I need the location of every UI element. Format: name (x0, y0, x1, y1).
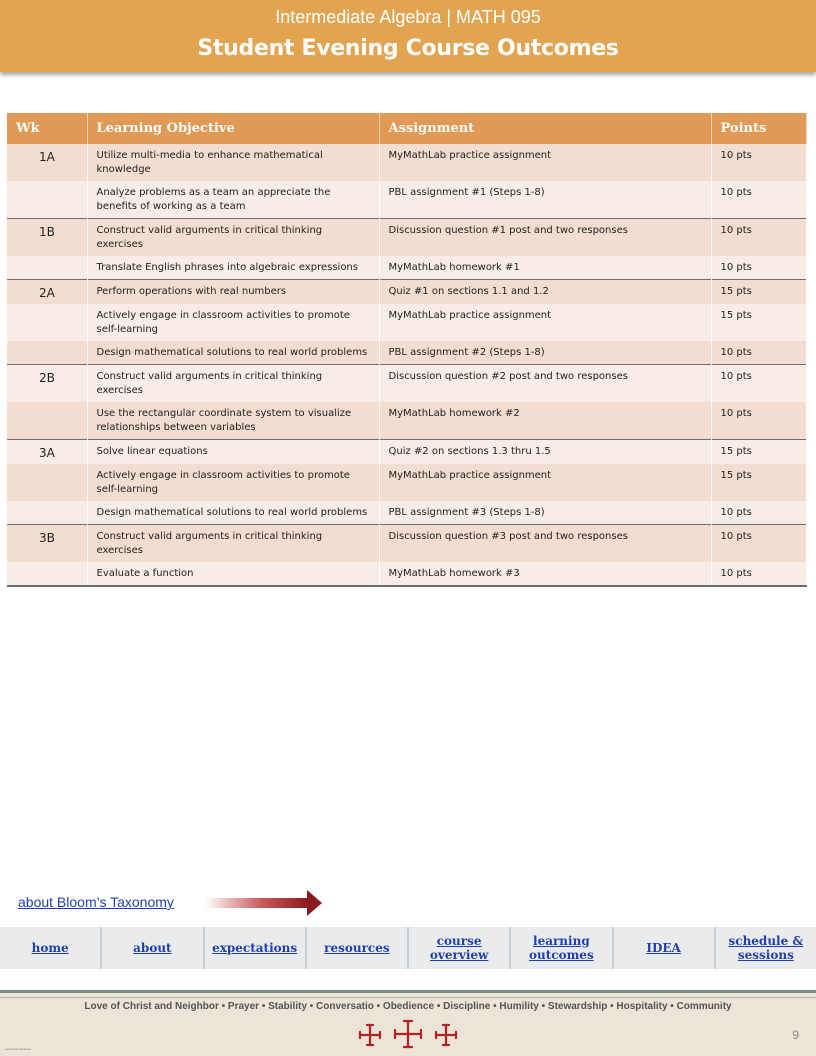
nav-expectations[interactable]: expectations (205, 927, 307, 969)
table-row (7, 365, 806, 403)
points-cell: 10 pts (711, 256, 806, 280)
objective-cell: Construct valid arguments in critical thinking exercises (87, 365, 379, 403)
objective-cell: Actively engage in classroom activities to promote self-learning (87, 464, 379, 501)
week-cell: 2A (7, 280, 87, 305)
blooms-taxonomy-link[interactable]: about Bloom’s Taxonomy (18, 894, 174, 910)
table-header-row (7, 113, 806, 144)
week-cell (7, 464, 87, 501)
assignment-cell: PBL assignment #2 (Steps 1-8) (379, 341, 711, 365)
points-cell: 10 pts (711, 341, 806, 365)
page-number: 9 (792, 1028, 799, 1042)
points-cell: 15 pts (711, 304, 806, 341)
nav-learning-outcomes[interactable]: learning outcomes (511, 927, 613, 969)
week-cell (7, 304, 87, 341)
page-title: Student Evening Course Outcomes (197, 36, 619, 61)
objective-cell: Construct valid arguments in critical thinking exercises (87, 219, 379, 257)
objective-cell: Analyze problems as a team an appreciate the benefits of working as a team (87, 181, 379, 219)
week-cell (7, 402, 87, 440)
points-cell: 15 pts (711, 440, 806, 465)
objective-cell: Design mathematical solutions to real world problems (87, 501, 379, 525)
objective-cell: Use the rectangular coordinate system to visualize relationships between variables (87, 402, 379, 440)
week-cell: 3B (7, 525, 87, 563)
nav-idea[interactable]: IDEA (614, 927, 716, 969)
objective-cell: Utilize multi-media to enhance mathematical knowledge (87, 144, 379, 181)
week-cell: 1A (7, 144, 87, 181)
table-row (7, 181, 806, 219)
table-row (7, 525, 806, 563)
table-row (7, 304, 806, 341)
column-header-assignment: Assignment (379, 113, 711, 144)
outcomes-table (7, 113, 807, 587)
points-cell: 10 pts (711, 365, 806, 403)
assignment-cell: Discussion question #3 post and two responses (379, 525, 711, 563)
nav-resources[interactable]: resources (307, 927, 409, 969)
column-header-objective: Learning Objective (87, 113, 379, 144)
week-cell: 2B (7, 365, 87, 403)
week-cell (7, 501, 87, 525)
points-cell: 10 pts (711, 181, 806, 219)
table-row (7, 464, 806, 501)
week-cell (7, 341, 87, 365)
objective-cell: Evaluate a function (87, 562, 379, 586)
column-header-wk: Wk (7, 113, 87, 144)
week-cell: 1B (7, 219, 87, 257)
assignment-cell: Quiz #2 on sections 1.3 thru 1.5 (379, 440, 711, 465)
assignment-cell: MyMathLab homework #1 (379, 256, 711, 280)
footer-divider (0, 990, 816, 998)
page-header (0, 0, 816, 72)
table-row (7, 256, 806, 280)
assignment-cell: MyMathLab practice assignment (379, 304, 711, 341)
table-row (7, 501, 806, 525)
week-cell (7, 181, 87, 219)
course-name: Intermediate Algebra | MATH 095 (275, 7, 541, 27)
week-cell (7, 562, 87, 586)
objective-cell: Design mathematical solutions to real world problems (87, 341, 379, 365)
table-row (7, 219, 806, 257)
objective-cell: Construct valid arguments in critical thinking exercises (87, 525, 379, 563)
assignment-cell: MyMathLab practice assignment (379, 464, 711, 501)
points-cell: 10 pts (711, 219, 806, 257)
week-cell: 3A (7, 440, 87, 465)
assignment-cell: Quiz #1 on sections 1.1 and 1.2 (379, 280, 711, 305)
footer-section-label: Learning Outcomes (5, 1047, 32, 1051)
points-cell: 10 pts (711, 562, 806, 586)
objective-cell: Solve linear equations (87, 440, 379, 465)
objective-cell: Perform operations with real numbers (87, 280, 379, 305)
table-row (7, 341, 806, 365)
nav-home[interactable]: home (0, 927, 102, 969)
objective-cell: Actively engage in classroom activities to promote self-learning (87, 304, 379, 341)
points-cell: 15 pts (711, 464, 806, 501)
assignment-cell: MyMathLab practice assignment (379, 144, 711, 181)
points-cell: 10 pts (711, 144, 806, 181)
assignment-cell: MyMathLab homework #2 (379, 402, 711, 440)
cross-icon (356, 1018, 460, 1052)
points-cell: 10 pts (711, 402, 806, 440)
nav-schedule-sessions[interactable]: schedule & sessions (728, 934, 804, 962)
assignment-cell: Discussion question #2 post and two responses (379, 365, 711, 403)
assignment-cell: MyMathLab homework #3 (379, 562, 711, 586)
week-cell (7, 256, 87, 280)
points-cell: 10 pts (711, 501, 806, 525)
table-row (7, 440, 806, 465)
points-cell: 10 pts (711, 525, 806, 563)
bottom-navigation (0, 927, 816, 969)
nav-course-overview[interactable]: course overview (409, 927, 511, 969)
assignment-cell: Discussion question #1 post and two responses (379, 219, 711, 257)
objective-cell: Translate English phrases into algebraic expressions (87, 256, 379, 280)
table-row (7, 144, 806, 181)
nav-about[interactable]: about (102, 927, 204, 969)
table-row (7, 280, 806, 305)
table-row (7, 402, 806, 440)
assignment-cell: PBL assignment #1 (Steps 1-8) (379, 181, 711, 219)
footer-values: Love of Christ and Neighbor • Prayer • Stability • Conversatio • Obedience • Discipline • Humility • Stewardship • Hospitality • Community (84, 1001, 732, 1012)
column-header-points: Points (711, 113, 806, 144)
assignment-cell: PBL assignment #3 (Steps 1-8) (379, 501, 711, 525)
table-row (7, 562, 806, 586)
right-arrow-icon (205, 889, 323, 917)
points-cell: 15 pts (711, 280, 806, 305)
